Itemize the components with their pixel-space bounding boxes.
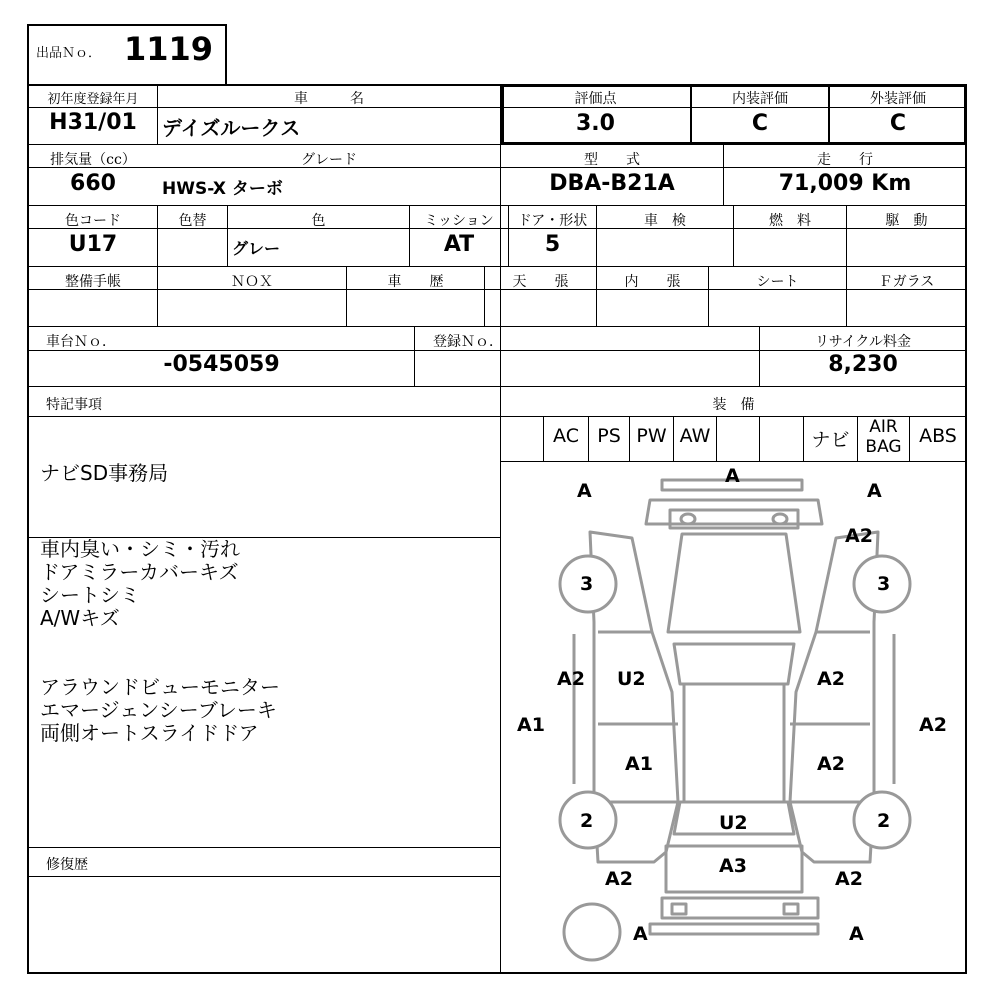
mileage-label: 走 行 — [817, 152, 873, 168]
car-diagram — [502, 462, 966, 972]
dmg-front-bumper: A — [725, 465, 740, 487]
dmg-rear-right-wheel: 2 — [877, 810, 891, 832]
dmg-left-front-door: A2 — [557, 668, 585, 690]
displacement-value: 660 — [70, 171, 116, 196]
chassis-value: -0545059 — [163, 352, 280, 377]
score-label: 評価点 — [574, 91, 617, 107]
dmg-right-front-door: A2 — [817, 668, 845, 690]
color-label: 色 — [311, 213, 326, 229]
car-name-value: デイズルークス — [162, 116, 301, 140]
exterior-label: 外装評価 — [870, 91, 926, 107]
dmg-rear-left-corner: A — [633, 923, 648, 945]
notes-block-2: 車内臭い・シミ・汚れ ドアミラーカバーキズ シートシミ A/Wキズ アラウンドビューモニター エマージェンシーブレーキ 両側オートスライドドア — [40, 537, 280, 745]
color-code-label: 色コード — [65, 213, 121, 229]
score-value: 3.0 — [576, 111, 615, 136]
grade-value: HWS-X ターボ — [162, 179, 283, 199]
nox-label: ＮＯＸ — [231, 274, 273, 290]
interior-trim-label: 内 張 — [624, 274, 681, 290]
dmg-front-left-corner: A — [577, 480, 592, 502]
drive-label: 駆 動 — [885, 213, 928, 229]
dmg-right-side: A2 — [919, 714, 947, 736]
dmg-front-right-corner: A — [867, 480, 882, 502]
recycle-label: リサイクル料金 — [814, 334, 912, 350]
door-value: 5 — [544, 232, 561, 257]
recycle-value: 8,230 — [828, 352, 898, 377]
notes-label: 特記事項 — [46, 397, 102, 413]
equipment-label: 装 備 — [712, 397, 755, 413]
model-value: DBA-B21A — [549, 171, 675, 196]
notes-block-1: ナビSD事務局 — [40, 461, 169, 485]
roof-label: 天 張 — [512, 274, 569, 290]
equip-navi: ナビ — [811, 429, 850, 451]
mileage-value: 71,009 Km — [778, 171, 912, 196]
color-code-value: U17 — [68, 232, 118, 257]
mission-label: ミッション — [424, 213, 494, 229]
color-change-label: 色替 — [178, 213, 207, 229]
dmg-left-side: A1 — [517, 714, 545, 736]
roof-shape — [684, 684, 784, 802]
interior-label: 内装評価 — [732, 91, 788, 107]
history-label: 車 歴 — [387, 274, 444, 290]
lot-number: 1119 — [124, 30, 214, 68]
car-name-label: 車 名 — [294, 91, 364, 107]
maintenance-label: 整備手帳 — [65, 274, 121, 290]
exterior-value: C — [889, 111, 907, 136]
dmg-front-right-wheel: 3 — [877, 573, 891, 595]
chassis-label: 車台Ｎｏ． — [46, 334, 116, 350]
dmg-left-rocker: U2 — [617, 668, 646, 690]
fuel-label: 燃 料 — [769, 213, 811, 229]
displacement-label: 排気量（cc） — [50, 152, 136, 168]
spare-wheel — [564, 904, 620, 960]
first-reg-label: 初年度登録年月 — [47, 92, 139, 107]
dmg-tailgate: A3 — [719, 855, 747, 877]
dmg-rear-lower: U2 — [719, 812, 748, 834]
equip-ps: PS — [597, 425, 621, 447]
inspection-label: 車 検 — [644, 213, 686, 229]
repair-label: 修復歴 — [46, 857, 88, 873]
first-reg-value: H31/01 — [49, 110, 137, 135]
dmg-rear-right-corner: A — [849, 923, 864, 945]
reg-label: 登録Ｎｏ． — [433, 334, 503, 350]
grade-label: グレード — [301, 152, 357, 168]
model-label: 型 式 — [584, 152, 640, 168]
equip-aw: AW — [679, 425, 711, 447]
dmg-roof: A1 — [625, 753, 653, 775]
dmg-front-left-wheel: 3 — [580, 573, 594, 595]
interior-value: C — [751, 111, 769, 136]
dmg-right-fender: A2 — [845, 525, 873, 547]
glass-label: Ｆガラス — [878, 274, 935, 290]
seat-label: シート — [756, 274, 799, 290]
equip-pw: PW — [636, 425, 667, 447]
lot-label: 出品Ｎｏ． — [36, 46, 102, 61]
dmg-rear-right-quarter: A2 — [835, 868, 863, 890]
door-label: ドア・形状 — [517, 213, 588, 229]
hood-shape — [668, 534, 800, 632]
dmg-right-rear-door: A2 — [817, 753, 845, 775]
mission-value: AT — [443, 232, 475, 257]
equip-abs: ABS — [919, 425, 957, 447]
dmg-rear-left-quarter: A2 — [605, 868, 633, 890]
equip-ac: AC — [553, 425, 579, 447]
dmg-rear-left-wheel: 2 — [580, 810, 594, 832]
equip-airbag: AIR BAG — [865, 417, 902, 457]
color-value: グレー — [232, 239, 281, 258]
